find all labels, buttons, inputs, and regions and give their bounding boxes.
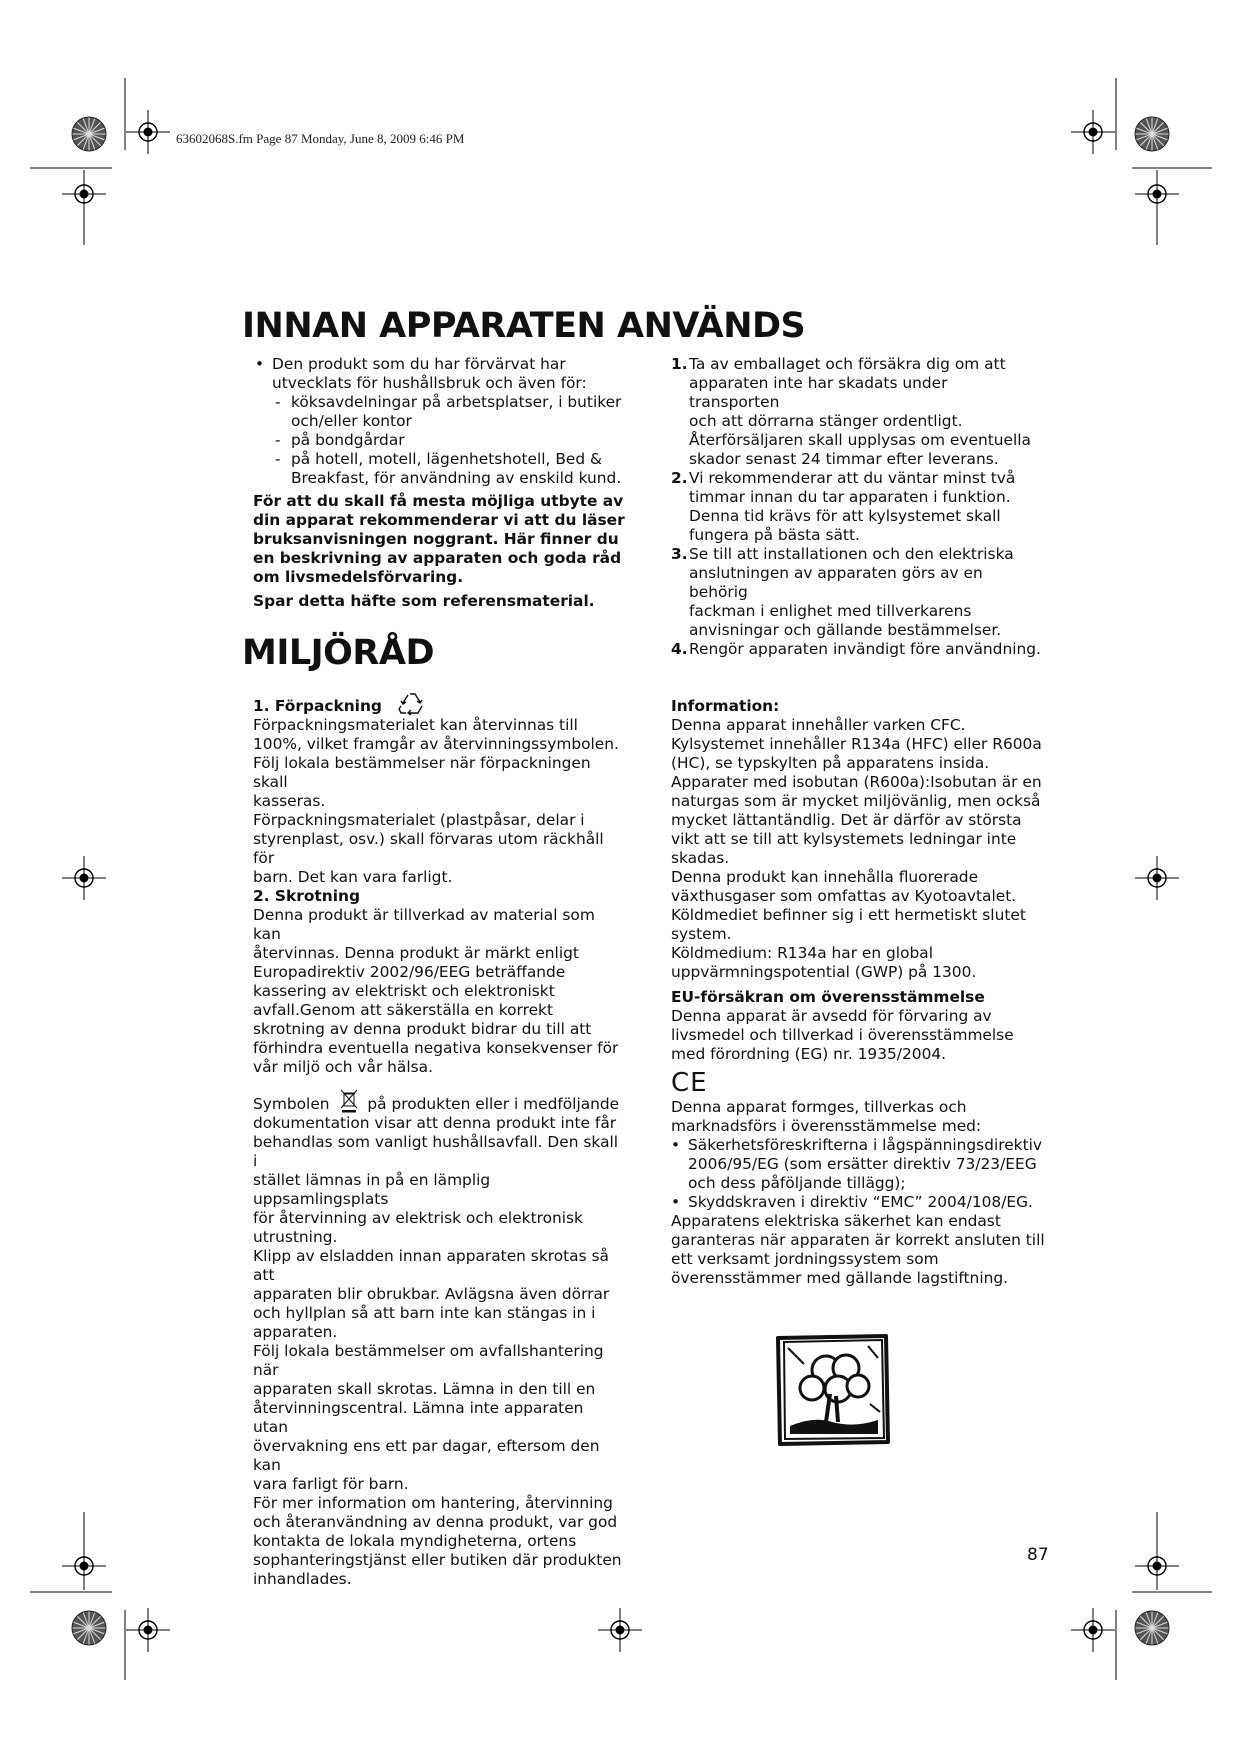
directive-line: Säkerhetsföreskrifterna i lågspänningsdirektiv: [688, 1136, 1043, 1154]
section-title-before-use: INNAN APPARATEN ANVÄNDS: [242, 306, 806, 346]
info-line: växthusgaser som omfattas av Kyotoavtalet.: [671, 887, 1017, 905]
info-line: naturgas som är mycket miljövänlig, men också: [671, 792, 1041, 810]
disposal-line: sophanteringstjänst eller butiken där produkten: [253, 1551, 622, 1569]
bullet-symbol: •: [255, 355, 265, 373]
step-line: Se till att installationen och den elektriska: [689, 545, 1014, 563]
step-line: Ta av emballaget och försäkra dig om att: [689, 355, 1006, 373]
dash-symbol: -: [275, 431, 281, 449]
disposal-line: inhandlades.: [253, 1570, 352, 1588]
disposal-line: övervakning ens ett par dagar, eftersom den kan: [253, 1437, 600, 1474]
directive-line: Skyddskraven i direktiv “EMC” 2004/108/EG.: [688, 1193, 1033, 1211]
step-number: 4.: [671, 640, 688, 658]
info-line: Köldmedium: R134a har en global: [671, 944, 933, 962]
setup-step: [671, 469, 1041, 545]
scrapping-line: förhindra eventuella negativa konsekvenser för: [253, 1039, 619, 1057]
dash-symbol: -: [275, 393, 281, 411]
info-line: Apparater med isobutan (R600a):Isobutan är en: [671, 773, 1042, 791]
use-item-line: köksavdelningar på arbetsplatser, i butiker: [291, 393, 622, 411]
setup-step: [671, 355, 1041, 469]
setup-steps-column: [671, 355, 1041, 659]
note-line: om livsmedelsförvaring.: [253, 568, 464, 586]
disposal-line: för återvinning av elektrisk och elektronisk: [253, 1209, 583, 1227]
disposal-line: återvinningscentral. Lämna inte apparaten utan: [253, 1399, 584, 1436]
info-line: skadas.: [671, 849, 730, 867]
recycle-icon: [397, 692, 427, 716]
scrapping-line: Europadirektiv 2002/96/EEG beträffande: [253, 963, 566, 981]
packaging-line: barn. Det kan vara farligt.: [253, 868, 453, 886]
info-line: mycket lättantändlig. Det är därför av största: [671, 811, 1022, 829]
disposal-line: och hyllplan så att barn inte kan stängas in i: [253, 1304, 596, 1322]
step-line: apparaten inte har skadats under transporten: [689, 374, 948, 411]
note-line: din apparat rekommenderar vi att du läser: [253, 511, 625, 529]
step-line: fackman i enlighet med tillverkarens: [689, 602, 972, 620]
ce-mark: CE: [671, 1068, 708, 1098]
safety-line: överensstämmer med gällande lagstiftning.: [671, 1269, 1009, 1287]
conformity-line: marknadsförs i överensstämmelse med:: [671, 1117, 982, 1135]
intro-text-line: utvecklats för hushållsbruk och även för:: [272, 374, 587, 392]
setup-step: [671, 545, 1041, 640]
tree-logo-icon: [774, 1334, 892, 1446]
use-item-line: på bondgårdar: [291, 431, 405, 449]
note-line: en beskrivning av apparaten och goda råd: [253, 549, 622, 567]
note-line: bruksanvisningen noggrant. Här finner du: [253, 530, 619, 548]
use-item-line: och/eller kontor: [291, 412, 412, 430]
environment-left-column: [253, 697, 623, 1589]
step-line: Rengör apparaten invändigt före användning.: [689, 640, 1041, 658]
scrapping-line: avfall.Genom att säkerställa en korrekt: [253, 1001, 554, 1019]
info-line: Kylsystemet innehåller R134a (HFC) eller R600a: [671, 735, 1042, 753]
scrapping-line: skrotning av denna produkt bidrar du till att: [253, 1020, 592, 1038]
safety-line: Apparatens elektriska säkerhet kan endast: [671, 1212, 1001, 1230]
info-line: vikt att se till att kylsystemets ledningar inte: [671, 830, 1017, 848]
step-line: fungera på bästa sätt.: [689, 526, 860, 544]
disposal-line: behandlas som vanligt hushållsavfall. Den skall i: [253, 1133, 619, 1170]
info-line: Denna apparat innehåller varken CFC.: [671, 716, 966, 734]
disposal-line: stället lämnas in på en lämplig uppsamlingsplats: [253, 1171, 491, 1208]
disposal-line: vara farligt för barn.: [253, 1475, 409, 1493]
bullet-symbol: •: [671, 1193, 681, 1211]
use-item: [255, 450, 635, 488]
intro-column: [255, 355, 635, 611]
symbol-text: Symbolen: [253, 1095, 330, 1113]
bullet-symbol: •: [671, 1136, 681, 1154]
recommendation-note: [253, 492, 635, 611]
disposal-line: apparaten skall skrotas. Lämna in den till en: [253, 1380, 596, 1398]
info-line: Köldmediet befinner sig i ett hermetiskt slutet: [671, 906, 1026, 924]
step-line: Denna tid krävs för att kylsystemet skall: [689, 507, 1001, 525]
step-line: och att dörrarna stänger ordentligt.: [689, 412, 963, 430]
scrapping-line: kassering av elektriskt och elektroniskt: [253, 982, 555, 1000]
packaging-line: Förpackningsmaterialet kan återvinnas till: [253, 716, 578, 734]
packaging-heading: 1. Förpackning: [253, 697, 382, 715]
intro-bullet: [255, 355, 635, 393]
step-line: skador senast 24 timmar efter leverans.: [689, 450, 999, 468]
environment-right-column: [671, 697, 1051, 1288]
eu-line: med förordning (EG) nr. 1935/2004.: [671, 1045, 947, 1063]
safety-line: garanteras när apparaten är korrekt ansluten till: [671, 1231, 1045, 1249]
step-line: timmar innan du tar apparaten i funktion.: [689, 488, 1011, 506]
step-line: anslutningen av apparaten görs av en behörig: [689, 564, 983, 601]
crossed-bin-icon: [338, 1089, 360, 1113]
disposal-line: Följ lokala bestämmelser om avfallshantering när: [253, 1342, 604, 1379]
step-number: 1.: [671, 355, 688, 373]
info-line: system.: [671, 925, 732, 943]
step-line: anvisningar och gällande bestämmelser.: [689, 621, 1002, 639]
scrapping-line: återvinnas. Denna produkt är märkt enligt: [253, 944, 579, 962]
disposal-line: kontakta de lokala myndigheterna, ortens: [253, 1532, 577, 1550]
packaging-line: kasseras.: [253, 792, 326, 810]
intro-text-line: Den produkt som du har förvärvat har: [272, 355, 566, 373]
dash-symbol: -: [275, 450, 281, 468]
page-number: 87: [1027, 1545, 1049, 1565]
step-number: 2.: [671, 469, 688, 487]
eu-declaration-heading: EU-försäkran om överensstämmelse: [671, 988, 985, 1006]
disposal-line: apparaten blir obrukbar. Avlägsna även dörrar: [253, 1285, 610, 1303]
use-item-line: Breakfast, för användning av enskild kund.: [291, 469, 622, 487]
disposal-line: och återanvändning av denna produkt, var god: [253, 1513, 618, 1531]
eu-line: livsmedel och tillverkad i överensstämmelse: [671, 1026, 1014, 1044]
keep-manual-note: Spar detta häfte som referensmaterial.: [253, 592, 595, 610]
packaging-line: 100%, vilket framgår av återvinningssymbolen.: [253, 735, 619, 753]
use-item-line: på hotell, motell, lägenhetshotell, Bed &: [291, 450, 603, 468]
step-line: Återförsäljaren skall upplysas om eventuella: [689, 431, 1031, 449]
directive-line: 2006/95/EG (som ersätter direktiv 73/23/EEG: [688, 1155, 1037, 1173]
info-line: Denna produkt kan innehålla fluorerade: [671, 868, 979, 886]
directive-item: [671, 1136, 1051, 1193]
section-title-environment: MILJÖRÅD: [242, 633, 435, 673]
symbol-text: på produkten eller i medföljande: [367, 1095, 620, 1113]
disposal-line: dokumentation visar att denna produkt inte får: [253, 1114, 617, 1132]
disposal-line: apparaten.: [253, 1323, 338, 1341]
setup-step: [671, 640, 1041, 659]
printer-slug: 63602068S.fm Page 87 Monday, June 8, 2009 6:46 PM: [176, 131, 465, 146]
info-line: uppvärmningspotential (GWP) på 1300.: [671, 963, 977, 981]
directive-item: [671, 1193, 1051, 1212]
eu-line: Denna apparat är avsedd för förvaring av: [671, 1007, 992, 1025]
step-line: Vi rekommenderar att du väntar minst två: [689, 469, 1016, 487]
packaging-line: Förpackningsmaterialet (plastpåsar, delar i: [253, 811, 585, 829]
packaging-line: styrenplast, osv.) skall förvaras utom räckhåll för: [253, 830, 604, 867]
use-item: [255, 431, 635, 450]
packaging-line: Följ lokala bestämmelser när förpackningen skall: [253, 754, 591, 791]
conformity-line: Denna apparat formges, tillverkas och: [671, 1098, 967, 1116]
disposal-line: Klipp av elsladden innan apparaten skrotas så att: [253, 1247, 609, 1284]
disposal-line: utrustning.: [253, 1228, 338, 1246]
scrapping-heading: 2. Skrotning: [253, 887, 360, 905]
step-number: 3.: [671, 545, 688, 563]
information-heading: Information:: [671, 697, 780, 715]
scrapping-line: vår miljö och vår hälsa.: [253, 1058, 433, 1076]
use-item: [255, 393, 635, 431]
disposal-line: För mer information om hantering, återvinning: [253, 1494, 613, 1512]
info-line: (HC), se typskylten på apparatens insida.: [671, 754, 990, 772]
scrapping-line: Denna produkt är tillverkad av material som kan: [253, 906, 595, 943]
note-line: För att du skall få mesta möjliga utbyte av: [253, 492, 624, 510]
directive-line: och dess påföljande tillägg);: [688, 1174, 906, 1192]
safety-line: ett verksamt jordningssystem som: [671, 1250, 939, 1268]
